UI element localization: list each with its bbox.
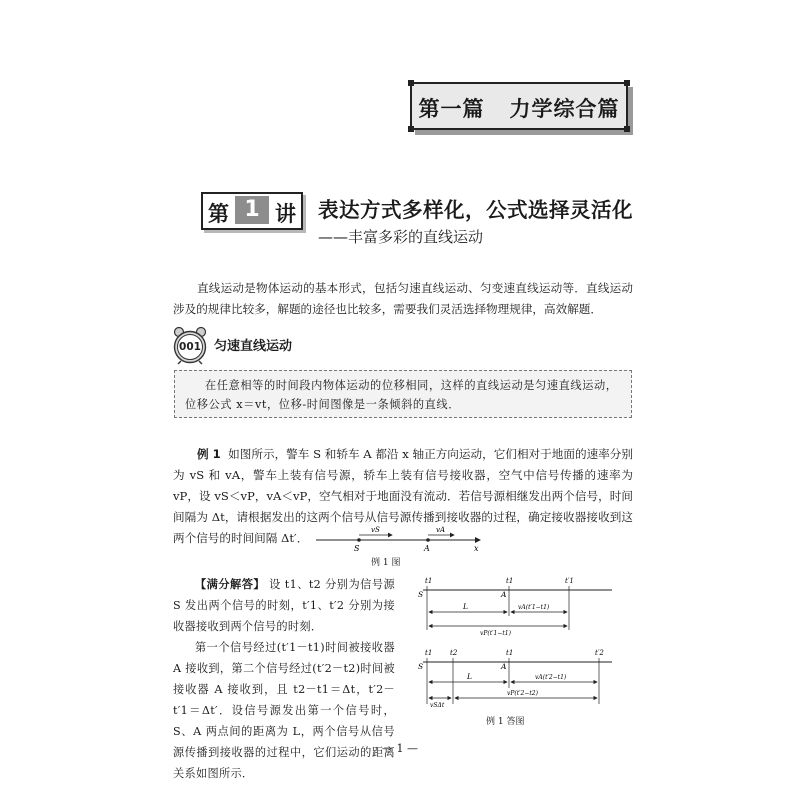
banner-corner: [624, 126, 630, 132]
figure-2-caption: 例 1 答图: [486, 717, 525, 727]
solution-label: 【满分解答】: [195, 578, 266, 591]
alarm-clock-icon: [172, 325, 210, 365]
definition-text: 在任意相等的时间段内物体运动的位移相同，这样的直线运动是匀速直线运动，位移公式 x＝vt，位移-时间图像是一条倾斜的直线．: [185, 379, 618, 411]
example-label: 例 1: [197, 447, 221, 461]
banner-corner: [408, 126, 414, 132]
va-label: vA: [436, 526, 446, 534]
solution-paragraph-1: 设 t1、t2 分别为信号源 S 发出两个信号的时刻，t′1、t′2 分别为接收器接收到两个信号的时刻．: [173, 578, 395, 633]
top-l-label: L: [463, 602, 468, 611]
top-a-label: A: [501, 590, 507, 599]
definition-box: [174, 370, 632, 418]
bottom-t1: t1: [425, 649, 433, 657]
intro-paragraph: 直线运动是物体运动的基本形式，包括匀速直线运动、匀变速直线运动等．直线运动涉及的规律比较多，解题的途径也比较多，需要我们灵活选择物理规律，高效解题．: [173, 281, 633, 316]
lecture-number: 1: [235, 196, 269, 224]
part-banner: [410, 82, 628, 130]
example-text: 如图所示，警车 S 和轿车 A 都沿 x 轴正方向运动，它们相对于地面的速率分别为 vS 和 vA，警车上装有信号源，轿车上装有信号接收器，空气中信号传播的速率为 vP，设 vS＜vP，vA＜vP，空气相对于地面没有流动．若信号源相继发出两个信号，时间间隔为 Δt，请根据发出的这两个信号从信号源传播到接收器的过程，确定接收器接收到这两个信号的时间间隔 Δt′．: [173, 447, 634, 545]
banner-corner: [624, 80, 630, 86]
top-t1-mid: t1: [506, 577, 514, 585]
figure-1-diagram: [314, 526, 484, 554]
figure-2-diagram: [405, 570, 620, 710]
bottom-s-label: S: [418, 662, 424, 671]
bottom-t2: t2: [450, 649, 458, 657]
vs-label: vS: [371, 526, 380, 534]
top-vp-label: vP(t′1−t1): [480, 630, 511, 637]
part-title: 第一篇 力学综合篇: [418, 97, 620, 121]
bottom-va-label: vA(t′2−t1): [535, 674, 567, 681]
lecture-suffix: 讲: [275, 202, 296, 226]
bottom-l-label: L: [467, 672, 472, 681]
x-label: x: [474, 544, 479, 553]
s-label: S: [354, 544, 360, 553]
top-t1-right: t′1: [565, 577, 574, 585]
lecture-title: 表达方式多样化，公式选择灵活化: [318, 198, 633, 222]
bottom-vs-label: vSΔt: [430, 702, 445, 709]
section-number: 001: [179, 341, 201, 353]
lecture-badge: [201, 192, 303, 230]
bottom-a-label: A: [501, 662, 507, 671]
bottom-t2-right: t′2: [595, 649, 604, 657]
top-va-label: vA(t′1−t1): [518, 604, 550, 611]
lecture-subtitle: ——丰富多彩的直线运动: [318, 228, 484, 246]
point-a: [426, 538, 430, 542]
lecture-prefix: 第: [208, 202, 229, 226]
banner-corner: [408, 80, 414, 86]
solution-paragraph-2: 第一个信号经过(t′1－t1)时间被接收器 A 接收到，第二个信号经过(t′2－t2)时间被接收器 A 接收到，且 t2－t1＝Δt，t′2－t′1＝Δt′．设信号源发出第一个信号时，S、A 两点间的距离为 L，两个信号从信号源传播到接收器的过程中，它们运动的距离关系如图所示．: [173, 641, 395, 780]
a-label: A: [424, 544, 430, 553]
section-title: 匀速直线运动: [214, 339, 293, 354]
top-s-label: S: [418, 590, 424, 599]
point-s: [357, 538, 361, 542]
bottom-vp-label: vP(t′2−t2): [507, 690, 538, 697]
top-t1-left: t1: [425, 577, 433, 585]
bottom-t1-mid: t1: [506, 649, 514, 657]
figure-1-caption: 例 1 图: [371, 558, 401, 568]
page-number: — 1 —: [382, 742, 418, 755]
